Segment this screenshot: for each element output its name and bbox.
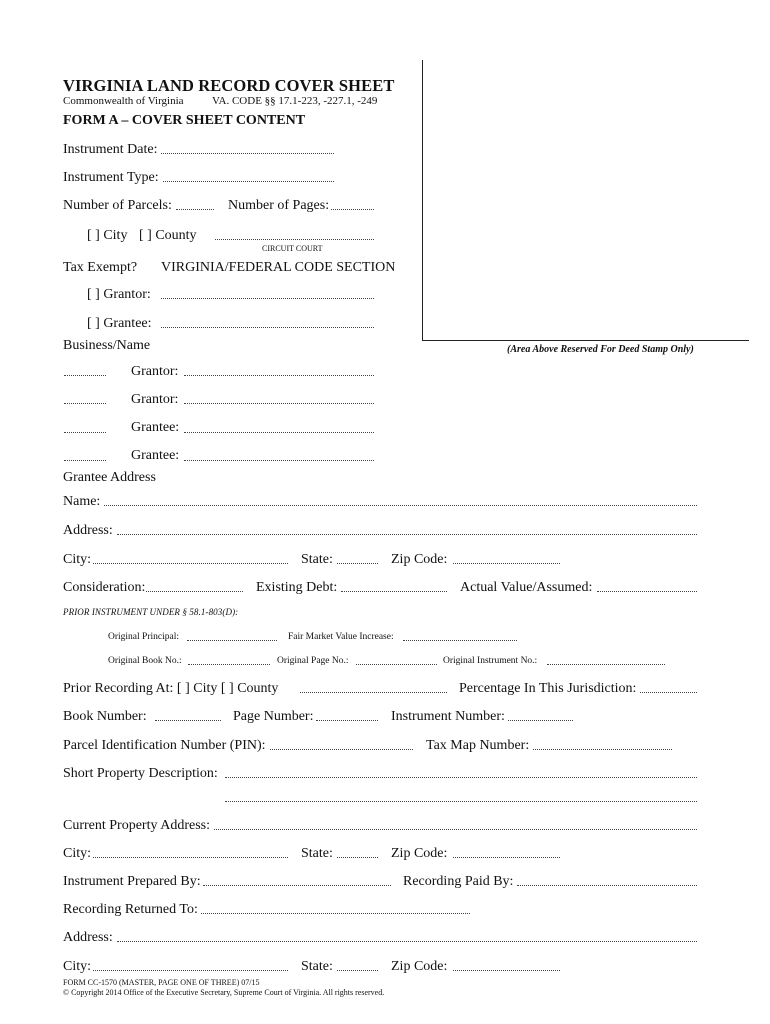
grantee-2-name-field[interactable] [184,460,374,461]
instrument-number-field[interactable] [508,720,573,721]
zip-field-3[interactable] [453,970,560,971]
percentage-label: Percentage In This Jurisdiction: [459,681,637,696]
code-section-label: VIRGINIA/FEDERAL CODE SECTION [161,260,396,275]
page-number-field[interactable] [316,720,378,721]
original-page-label: Original Page No.: [277,656,349,666]
stamp-area-bottom-border [422,340,749,341]
fmv-increase-field[interactable] [403,640,517,641]
number-of-parcels-field[interactable] [176,209,214,210]
fmv-increase-label: Fair Market Value Increase: [288,632,394,642]
grantee-1-label: Grantee: [131,420,180,435]
zip-label-2: Zip Code: [391,846,448,861]
city-checkbox[interactable]: [ ] City [87,228,128,243]
name-label: Name: [63,494,101,509]
city-label-2: City: [63,846,92,861]
grantor-2-name-field[interactable] [184,403,374,404]
instrument-date-field[interactable] [161,153,334,154]
instrument-date-label: Instrument Date: [63,142,158,157]
business-name-label: Business/Name [63,338,151,353]
number-of-pages-field[interactable] [331,209,374,210]
prior-recording-field[interactable] [300,692,447,693]
prepared-by-field[interactable] [203,885,391,886]
grantor-exempt-checkbox[interactable]: [ ] Grantor: [87,287,151,302]
short-description-field-2[interactable] [225,801,697,802]
original-book-field[interactable] [188,664,270,665]
current-address-field[interactable] [214,829,697,830]
book-number-label: Book Number: [63,709,147,724]
state-label: State: [301,552,333,567]
prior-recording-label[interactable]: Prior Recording At: [ ] City [ ] County [63,681,279,696]
commonwealth-label: Commonwealth of Virginia [63,95,184,107]
city-label-3: City: [63,959,92,974]
grantor-1-business-field[interactable] [64,375,106,376]
state-label-2: State: [301,846,333,861]
existing-debt-field[interactable] [341,591,447,592]
form-a-heading: FORM A – COVER SHEET CONTENT [63,113,306,128]
name-field[interactable] [104,505,697,506]
existing-debt-label: Existing Debt: [256,580,338,595]
grantee-2-business-field[interactable] [64,460,106,461]
grantee-1-business-field[interactable] [64,432,106,433]
actual-value-label: Actual Value/Assumed: [460,580,593,595]
original-instrument-label: Original Instrument No.: [443,656,538,666]
instrument-type-label: Instrument Type: [63,170,159,185]
tax-map-field[interactable] [533,749,672,750]
city-field-2[interactable] [93,857,288,858]
address-field[interactable] [117,534,697,535]
prepared-by-label: Instrument Prepared By: [63,874,201,889]
city-field-3[interactable] [93,970,288,971]
page-number-label: Page Number: [233,709,314,724]
number-of-parcels-label: Number of Parcels: [63,198,172,213]
tax-map-label: Tax Map Number: [426,738,530,753]
state-field[interactable] [337,563,378,564]
city-label: City: [63,552,92,567]
form-number: FORM CC-1570 (MASTER, PAGE ONE OF THREE) 07/15 [63,978,260,987]
pin-label: Parcel Identification Number (PIN): [63,738,266,753]
zip-field[interactable] [453,563,560,564]
recording-returned-to-field[interactable] [201,913,470,914]
grantee-2-label: Grantee: [131,448,180,463]
short-description-field-1[interactable] [225,777,697,778]
grantee-1-name-field[interactable] [184,432,374,433]
grantor-exempt-field[interactable] [161,298,374,299]
recording-returned-to-label: Recording Returned To: [63,902,198,917]
address-label-3: Address: [63,930,113,945]
original-book-label: Original Book No.: [108,656,182,666]
state-field-2[interactable] [337,857,378,858]
pin-field[interactable] [270,749,413,750]
grantor-2-business-field[interactable] [64,403,106,404]
zip-label-3: Zip Code: [391,959,448,974]
grantor-1-name-field[interactable] [184,375,374,376]
recording-paid-by-field[interactable] [517,885,697,886]
book-number-field[interactable] [155,720,221,721]
stamp-area-left-border [422,60,423,340]
county-checkbox[interactable]: [ ] County [139,228,197,243]
percentage-field[interactable] [640,692,697,693]
state-field-3[interactable] [337,970,378,971]
recording-paid-by-label: Recording Paid By: [403,874,514,889]
consideration-field[interactable] [146,591,243,592]
grantee-exempt-field[interactable] [161,327,374,328]
va-code-label: VA. CODE §§ 17.1-223, -227.1, -249 [212,95,378,107]
grantee-address-heading: Grantee Address [63,470,156,485]
current-address-label: Current Property Address: [63,818,210,833]
stamp-area-caption: (Area Above Reserved For Deed Stamp Only) [507,344,694,355]
tax-exempt-label: Tax Exempt? [63,260,138,275]
address-label: Address: [63,523,113,538]
grantor-2-label: Grantor: [131,392,179,407]
consideration-label: Consideration: [63,580,146,595]
instrument-number-label: Instrument Number: [391,709,505,724]
prior-instrument-heading: PRIOR INSTRUMENT UNDER § 58.1-803(D): [63,607,239,617]
instrument-type-field[interactable] [163,181,334,182]
zip-field-2[interactable] [453,857,560,858]
jurisdiction-field[interactable] [215,239,374,240]
grantee-exempt-checkbox[interactable]: [ ] Grantee: [87,316,152,331]
original-principal-label: Original Principal: [108,632,179,642]
copyright: © Copyright 2014 Office of the Executive Secretary, Supreme Court of Virginia. All rights reserved. [63,988,385,997]
form-title: VIRGINIA LAND RECORD COVER SHEET [63,76,395,95]
grantor-1-label: Grantor: [131,364,179,379]
circuit-court-label: CIRCUIT COURT [262,244,323,253]
original-principal-field[interactable] [187,640,277,641]
zip-label: Zip Code: [391,552,448,567]
city-field[interactable] [93,563,288,564]
state-label-3: State: [301,959,333,974]
number-of-pages-label: Number of Pages: [228,198,330,213]
actual-value-field[interactable] [597,591,697,592]
original-instrument-field[interactable] [547,664,665,665]
address-field-3[interactable] [117,941,697,942]
short-description-label: Short Property Description: [63,766,218,781]
original-page-field[interactable] [356,664,437,665]
